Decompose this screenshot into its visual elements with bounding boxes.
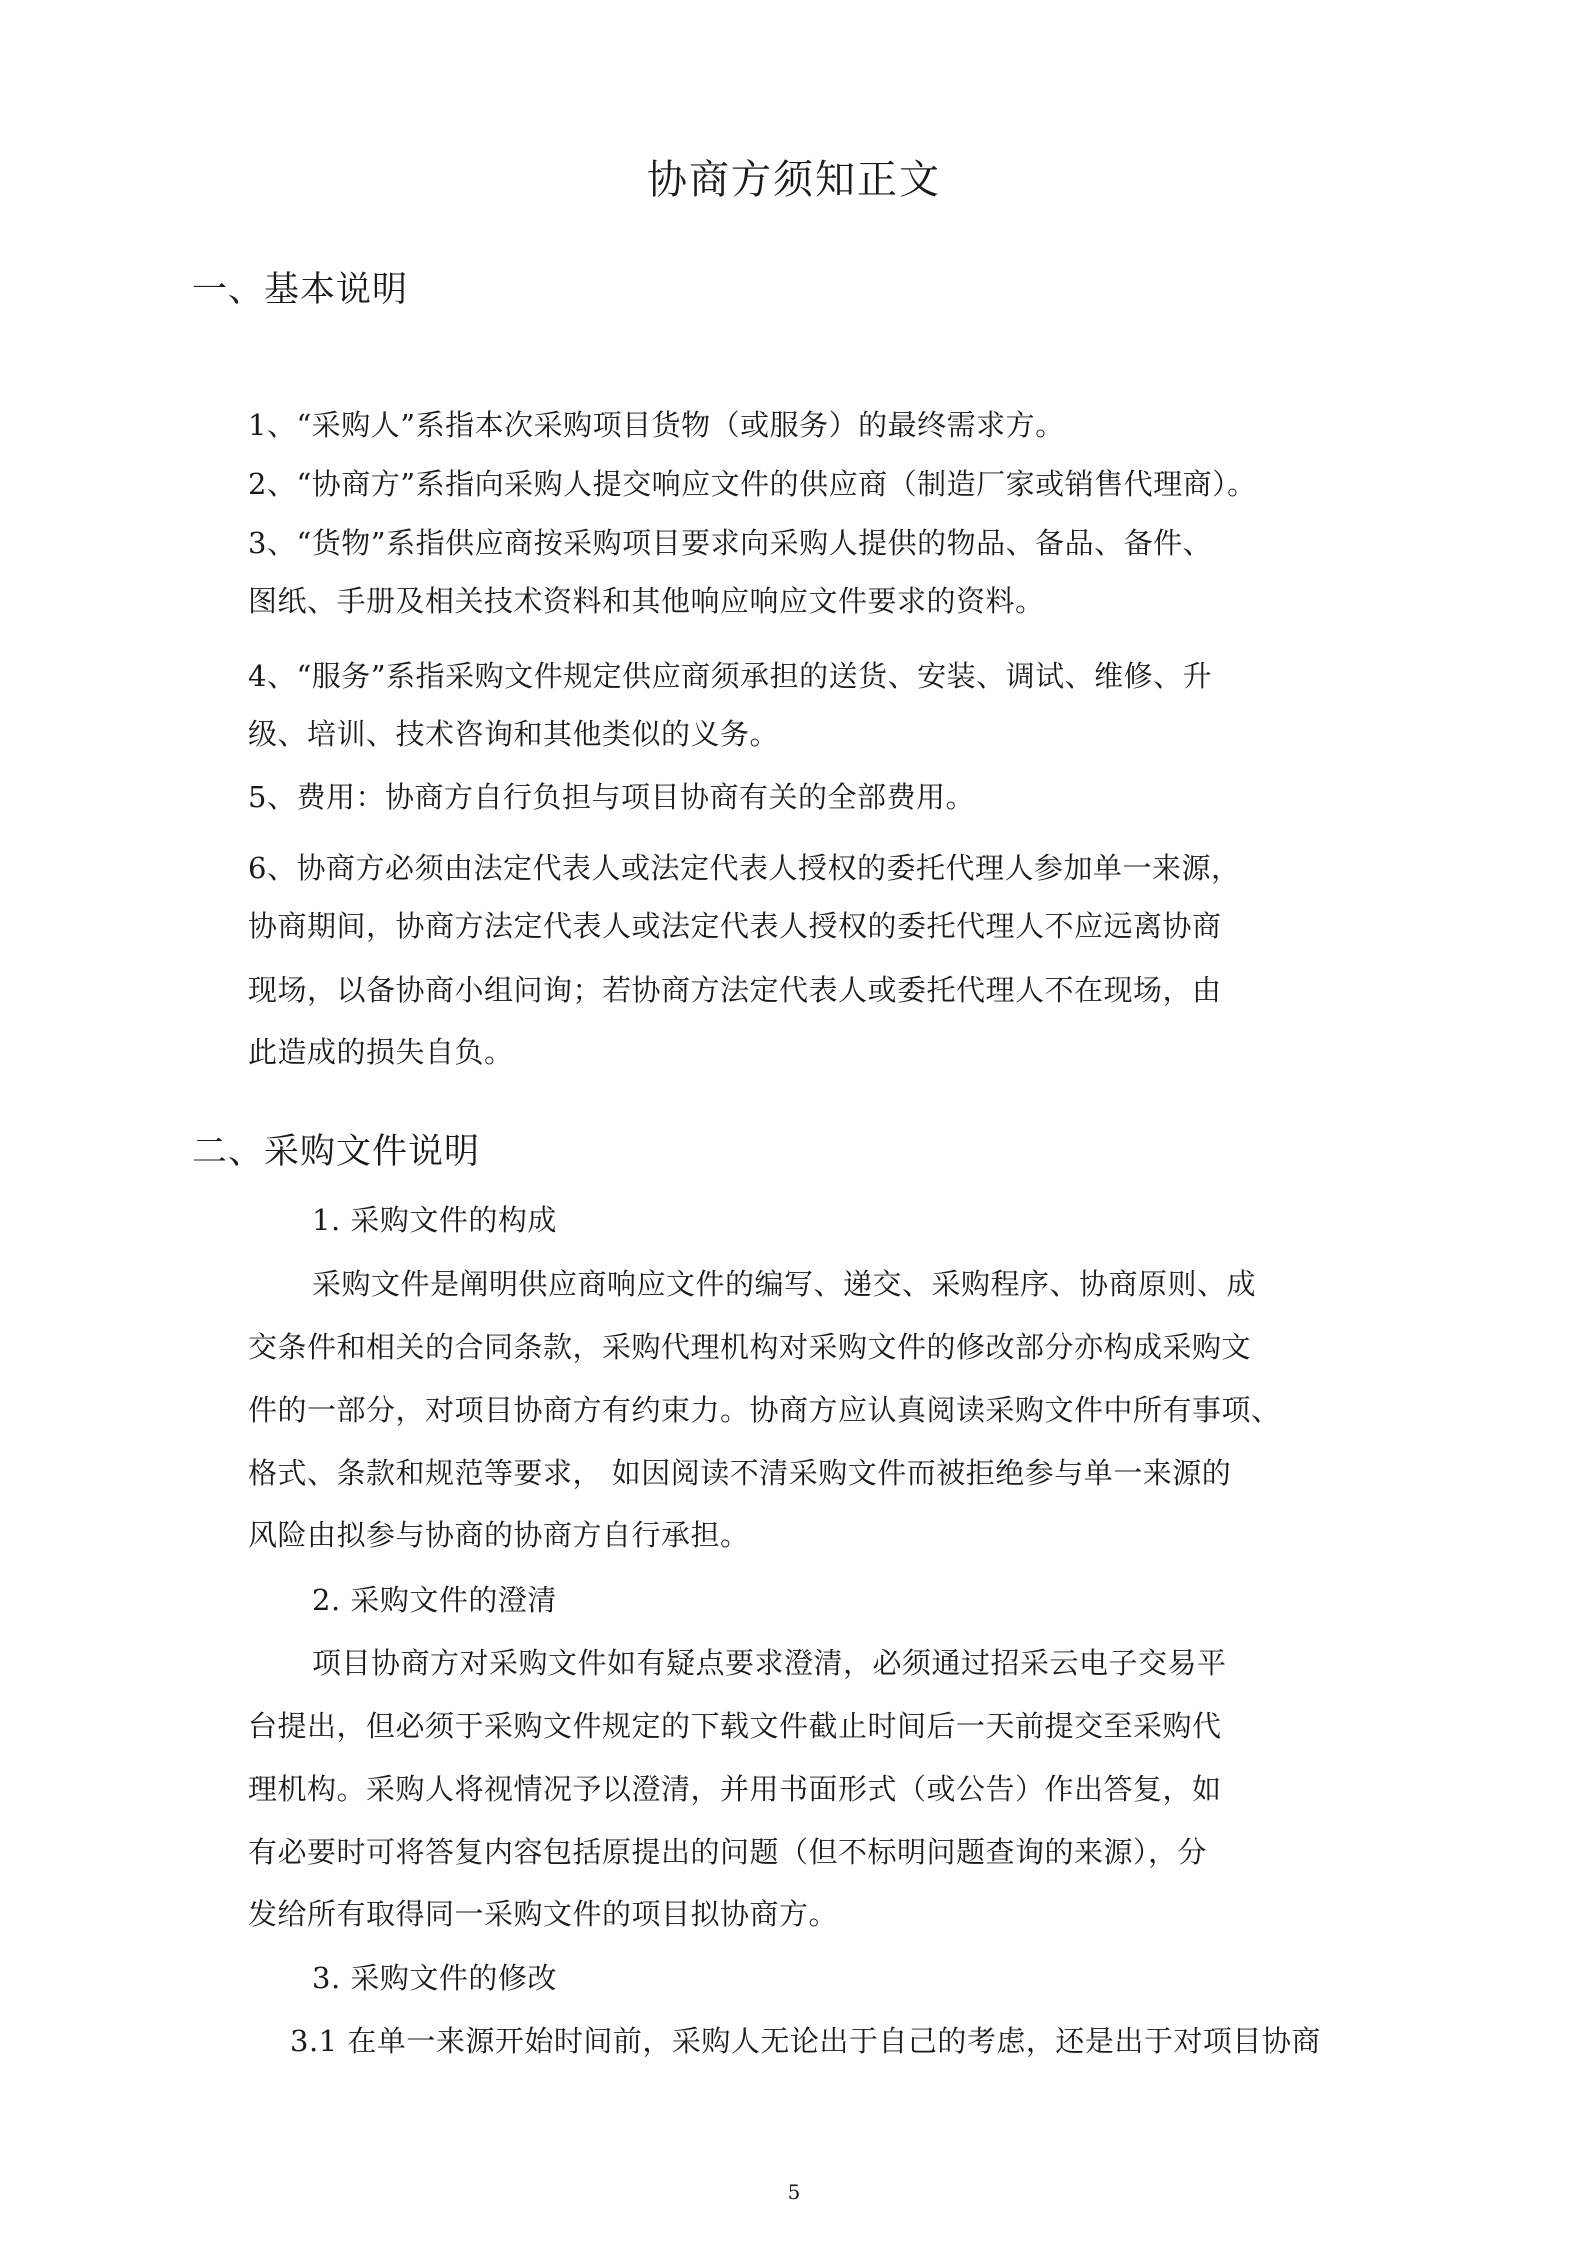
section2-line: 件的一部分，对项目协商方有约束力。协商方应认真阅读采购文件中所有事项、	[248, 1393, 1281, 1427]
section2-line: 台提出，但必须于采购文件规定的下载文件截止时间后一天前提交至采购代	[248, 1709, 1222, 1743]
section2-line: 风险由拟参与协商的协商方自行承担。	[248, 1518, 750, 1552]
section1-line: 图纸、手册及相关技术资料和其他响应响应文件要求的资料。	[248, 584, 1045, 618]
section2-line: 理机构。采购人将视情况予以澄清，并用书面形式（或公告）作出答复，如	[248, 1772, 1222, 1806]
subsection-heading: 3. 采购文件的修改	[312, 1961, 557, 1995]
section1-line: 此造成的损失自负。	[248, 1035, 514, 1069]
section1-line: 协商期间，协商方法定代表人或法定代表人授权的委托代理人不应远离协商	[248, 909, 1222, 943]
section2-line: 交条件和相关的合同条款，采购代理机构对采购文件的修改部分亦构成采购文	[248, 1330, 1252, 1364]
section2-line: 发给所有取得同一采购文件的项目拟协商方。	[248, 1897, 839, 1931]
section1-line: 6、协商方必须由法定代表人或法定代表人授权的委托代理人参加单一来源，	[248, 851, 1241, 885]
section1-heading: 一、基本说明	[192, 270, 409, 310]
section1-line: 级、培训、技术咨询和其他类似的义务。	[248, 717, 780, 751]
page-title: 协商方须知正文	[647, 157, 941, 203]
section2-line: 项目协商方对采购文件如有疑点要求澄清，必须通过招采云电子交易平	[312, 1646, 1227, 1680]
section1-line: 现场，以备协商小组问询；若协商方法定代表人或委托代理人不在现场，由	[248, 973, 1222, 1007]
subsection-heading: 2. 采购文件的澄清	[312, 1583, 557, 1617]
section2-line: 3.1 在单一来源开始时间前，采购人无论出于自己的考虑，还是出于对项目协商	[290, 2024, 1321, 2058]
section2-line: 格式、条款和规范等要求， 如因阅读不清采购文件而被拒绝参与单一来源的	[248, 1456, 1232, 1490]
section1-line: 3、“货物”系指供应商按采购项目要求向采购人提供的物品、备品、备件、	[248, 526, 1213, 560]
section2-line: 采购文件是阐明供应商响应文件的编写、递交、采购程序、协商原则、成	[312, 1267, 1257, 1301]
section2-line: 有必要时可将答复内容包括原提出的问题（但不标明问题查询的来源），分	[248, 1835, 1208, 1869]
section1-line: 1、“采购人”系指本次采购项目货物（或服务）的最终需求方。	[248, 408, 1065, 442]
section1-line: 2、“协商方”系指向采购人提交响应文件的供应商（制造厂家或销售代理商）。	[248, 467, 1257, 501]
subsection-heading: 1. 采购文件的构成	[312, 1203, 557, 1237]
page-number: 5	[787, 2180, 801, 2204]
section1-line: 5、费用：协商方自行负担与项目协商有关的全部费用。	[248, 780, 975, 814]
section2-heading: 二、采购文件说明	[192, 1132, 481, 1172]
section1-line: 4、“服务”系指采购文件规定供应商须承担的送货、安装、调试、维修、升	[248, 659, 1213, 693]
